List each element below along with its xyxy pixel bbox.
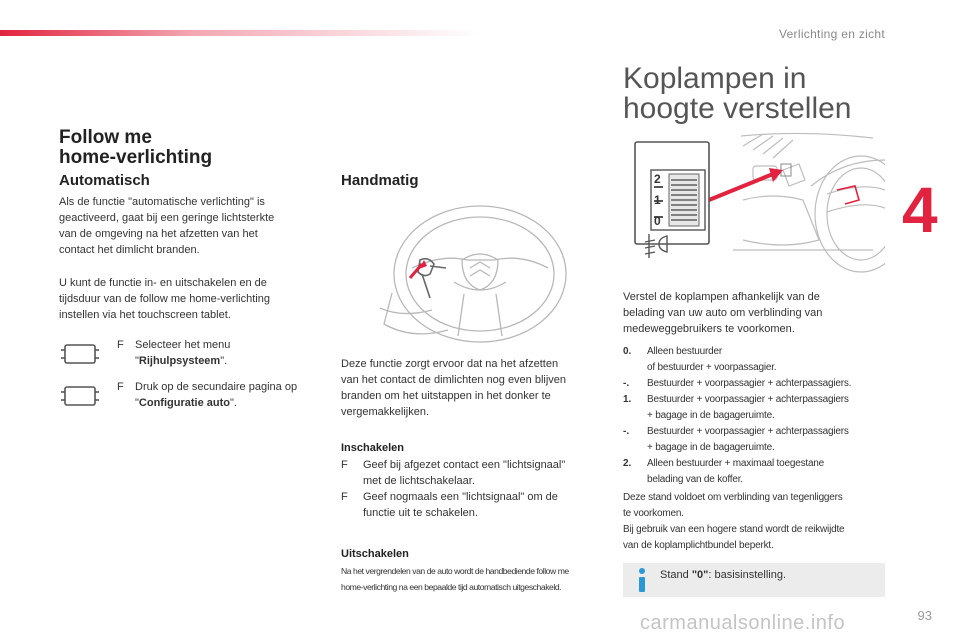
text-line: te voorkomen.	[623, 508, 684, 519]
text-line: medeweggebruikers te voorkomen.	[623, 323, 795, 335]
position-text: + bagage in de bagageruimte.	[647, 410, 775, 421]
automatic-paragraph-2	[59, 275, 319, 323]
menu-name: Configuratie auto	[138, 397, 230, 409]
text-line: Geef nogmaals een "lichtsignaal" om de	[363, 491, 558, 503]
quote: ".	[229, 397, 237, 409]
info-text-prefix: Stand	[660, 569, 692, 581]
text-line: Bij gebruik van een hogere stand wordt de reikwijdte	[623, 524, 845, 535]
section-title	[59, 128, 212, 168]
position-text: belading van de koffer.	[647, 474, 743, 485]
bullet-mark: F	[117, 339, 124, 351]
text-line: Deze stand voldoet om verblinding van tegenliggers	[623, 492, 843, 503]
chapter-number: 4	[902, 174, 938, 246]
header-accent-bar	[0, 30, 480, 36]
text-line: van het contact de dimlichten nog even blijven	[341, 374, 567, 386]
text-line: contact het dimlicht branden.	[59, 244, 200, 256]
bullet-mark: F	[341, 459, 348, 471]
list-item	[623, 344, 893, 376]
bullet-mark: F	[341, 491, 348, 503]
position-key: -.	[623, 426, 630, 437]
quote: "	[135, 397, 139, 409]
text-line: Als de functie "automatische verlichting" is	[59, 196, 265, 208]
switch-on-step-2	[341, 489, 611, 523]
text-line: met de lichtschakelaar.	[363, 475, 475, 487]
dial-label: 1	[654, 193, 661, 207]
dial-label: 2	[654, 172, 661, 186]
step-text-line: Druk op de secundaire pagina op	[135, 381, 298, 393]
switch-on-step-1	[341, 457, 611, 491]
dial-label: 0	[654, 214, 661, 228]
headlamp-positions-list	[623, 344, 893, 488]
text-line: geactiveerd, gaat bij een geringe lichtsterkte	[59, 212, 275, 224]
position-text: Bestuurder + voorpassagier + achterpassagiers	[647, 426, 849, 437]
quote: "	[135, 355, 139, 367]
text-line: instellen via het touchscreen tablet.	[59, 309, 231, 321]
text-line: branden om het uitstappen in het donker te	[341, 390, 551, 402]
page-number: 93	[917, 608, 932, 623]
headlamp-intro	[623, 289, 888, 337]
position-key: 0.	[623, 346, 632, 357]
text-line: tijdsduur van de follow me home-verlichting	[59, 293, 270, 305]
title-line: hoogte verstellen	[623, 92, 852, 125]
text-line: Deze functie zorgt ervoor dat na het afzetten	[341, 358, 559, 370]
info-text-suffix: : basisinstelling.	[708, 569, 787, 581]
headlamp-adjust-title	[623, 64, 852, 124]
position-text: of bestuurder + voorpassagier.	[647, 362, 777, 373]
position-key: 1.	[623, 394, 632, 405]
switch-off-text	[341, 563, 606, 595]
switch-off-heading: Uitschakelen	[341, 548, 409, 560]
position-text: + bagage in de bagageruimte.	[647, 442, 775, 453]
tablet-icon	[60, 341, 100, 367]
section-title-line1: Follow me	[59, 127, 152, 148]
text-line: home-verlichting na een bepaalde tijd automatisch uitgeschakeld.	[341, 582, 562, 592]
title-line: Koplampen in	[623, 62, 807, 95]
step-select-menu	[117, 337, 327, 371]
section-title-line2: home-verlichting	[59, 147, 213, 168]
step-text-line: Selecteer het menu	[135, 339, 231, 351]
manual-heading: Handmatig	[341, 172, 419, 189]
info-icon	[634, 567, 650, 593]
list-item	[623, 424, 893, 456]
text-line: U kunt de functie in- en uitschakelen en de	[59, 277, 267, 289]
manual-paragraph	[341, 356, 601, 420]
steering-wheel-illustration	[372, 198, 578, 348]
position-key: -.	[623, 378, 630, 389]
menu-name: Rijhulpsysteem	[138, 355, 221, 367]
list-item	[623, 376, 893, 392]
text-line: van de koplamplichtbundel beperkt.	[623, 540, 774, 551]
text-line: Geef bij afgezet contact een "lichtsignaal"	[363, 459, 566, 471]
switch-on-heading: Inschakelen	[341, 442, 404, 454]
text-line: functie uit te schakelen.	[363, 507, 478, 519]
info-text	[660, 569, 786, 581]
text-line: Verstel de koplampen afhankelijk van de	[623, 291, 820, 303]
position-text: Alleen bestuurder + maximaal toegestane	[647, 458, 825, 469]
text-line: Na het vergrendelen van de auto wordt de handbediende follow me	[341, 566, 569, 576]
bullet-mark: F	[117, 381, 124, 393]
info-box	[623, 563, 885, 597]
position-text: Bestuurder + voorpassagier + achterpassagiers	[647, 394, 849, 405]
list-item	[623, 456, 893, 488]
watermark: carmanualsonline.info	[640, 612, 846, 634]
headlamp-dial-illustration	[623, 130, 885, 276]
position-key: 2.	[623, 458, 632, 469]
step-text	[363, 489, 558, 521]
quote: ".	[220, 355, 228, 367]
list-item	[623, 392, 893, 424]
position-text: Bestuurder + voorpassagier + achterpassagiers.	[647, 378, 852, 389]
info-position-value: "0"	[691, 569, 709, 581]
tablet-icon	[60, 383, 100, 409]
step-text	[135, 379, 297, 411]
position-text: Alleen bestuurder	[647, 346, 722, 357]
automatic-heading: Automatisch	[59, 172, 150, 189]
text-line: van de omgeving na het afzetten van het	[59, 228, 258, 240]
step-text	[363, 457, 565, 489]
text-line: vergemakkelijken.	[341, 406, 430, 418]
text-line: belading van uw auto om verblinding van	[623, 307, 823, 319]
automatic-paragraph-1	[59, 194, 319, 258]
step-secondary-page	[117, 379, 332, 413]
step-text	[135, 337, 230, 369]
chapter-title: Verlichting en zicht	[778, 27, 885, 41]
headlamp-note	[623, 490, 893, 554]
dial-scale-labels	[654, 172, 661, 228]
